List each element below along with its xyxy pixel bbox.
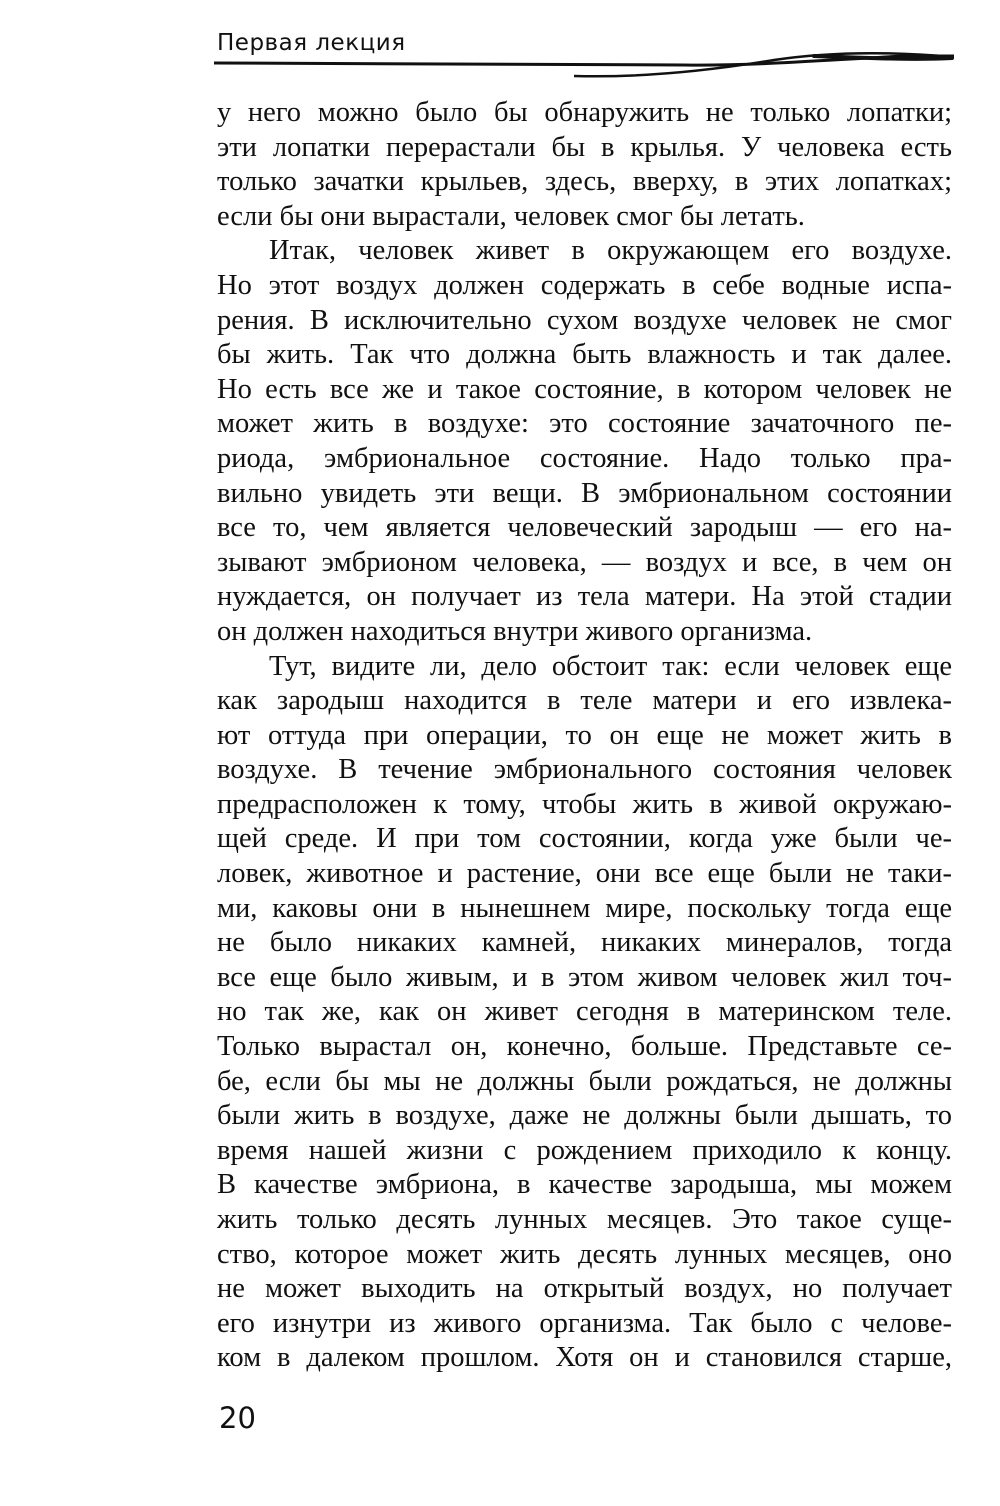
text-line: Но этот воздух должен содержать в себе водные испа- <box>217 269 952 301</box>
text-line: ют оттуда при операции, то он еще не может жить в <box>217 719 952 751</box>
text-line: жить только десять лунных месяцев. Это такое суще- <box>217 1204 952 1235</box>
header-rule-ornament <box>214 50 954 84</box>
text-line: зывают эмбрионом человека, — воздух и все, в чем он <box>217 546 952 578</box>
text-line: бе, если бы мы не должны были рождаться, не должны <box>217 1065 952 1097</box>
text-line: не может выходить на открытый воздух, но получает <box>217 1273 952 1305</box>
text-line: если бы они вырастали, человек смог бы летать. <box>217 200 805 232</box>
text-line: Итак, человек живет в окружающем его воздухе. <box>269 235 952 267</box>
text-line: были жить в воздухе, даже не должны были дышать, то <box>217 1100 952 1132</box>
text-line: но так же, как он живет сегодня в материнском теле. <box>217 996 952 1028</box>
text-line: эти лопатки перерастали бы в крылья. У человека есть <box>217 131 952 163</box>
text-line: щей среде. И при том состоянии, когда уже были че- <box>217 823 952 855</box>
text-line: воздухе. В течение эмбрионального состояния человек <box>217 754 952 786</box>
text-line: рения. В исключительно сухом воздухе человек не смог <box>217 304 952 336</box>
text-line: все еще было живым, и в этом живом человек жил точ- <box>217 961 952 993</box>
text-line: В качестве эмбриона, в качестве зародыша, мы можем <box>217 1169 952 1201</box>
text-line: Тут, видите ли, дело обстоит так: если человек еще <box>269 650 952 682</box>
text-line: Но есть все же и такое состояние, в котором человек не <box>217 373 952 405</box>
text-line: может жить в воздухе: это состояние зачаточного пе- <box>217 408 952 440</box>
text-line: Только вырастал он, конечно, больше. Представьте се- <box>217 1031 952 1063</box>
body-text <box>217 96 952 1376</box>
text-line: время нашей жизни с рождением приходило к концу. <box>217 1134 952 1166</box>
text-line: не было никаких камней, никаких минералов, тогда <box>217 927 952 959</box>
text-line: у него можно было бы обнаружить не только лопатки; <box>217 97 952 128</box>
text-line: риода, эмбриональное состояние. Надо только пра- <box>217 442 952 474</box>
text-line: его изнутри из живого организма. Так было с челове- <box>217 1307 952 1339</box>
text-line: ство, которое может жить десять лунных месяцев, оно <box>217 1238 952 1270</box>
text-line: ловек, животное и растение, они все еще были не таки- <box>217 858 952 890</box>
text-line: только зачатки крыльев, здесь, вверху, в этих лопатках; <box>217 166 952 198</box>
text-line: все то, чем является человеческий зародыш — его на- <box>217 512 952 544</box>
text-line: предрасположен к тому, чтобы жить в живой окружаю- <box>217 788 952 820</box>
text-line: ком в далеком прошлом. Хотя он и становился старше, <box>217 1342 952 1374</box>
text-line: нуждается, он получает из тела матери. На этой стадии <box>217 581 952 613</box>
text-line: ми, каковы они в нынешнем мире, поскольку тогда еще <box>217 892 952 924</box>
running-head: Первая лекция <box>217 30 406 56</box>
text-line: он должен находиться внутри живого организма. <box>217 615 813 647</box>
text-line: как зародыш находится в теле матери и его извлека- <box>217 685 952 717</box>
page-number: 20 <box>219 1401 256 1435</box>
text-line: бы жить. Так что должна быть влажность и так далее. <box>217 339 952 371</box>
text-line: вильно увидеть эти вещи. В эмбриональном состоянии <box>217 477 952 509</box>
